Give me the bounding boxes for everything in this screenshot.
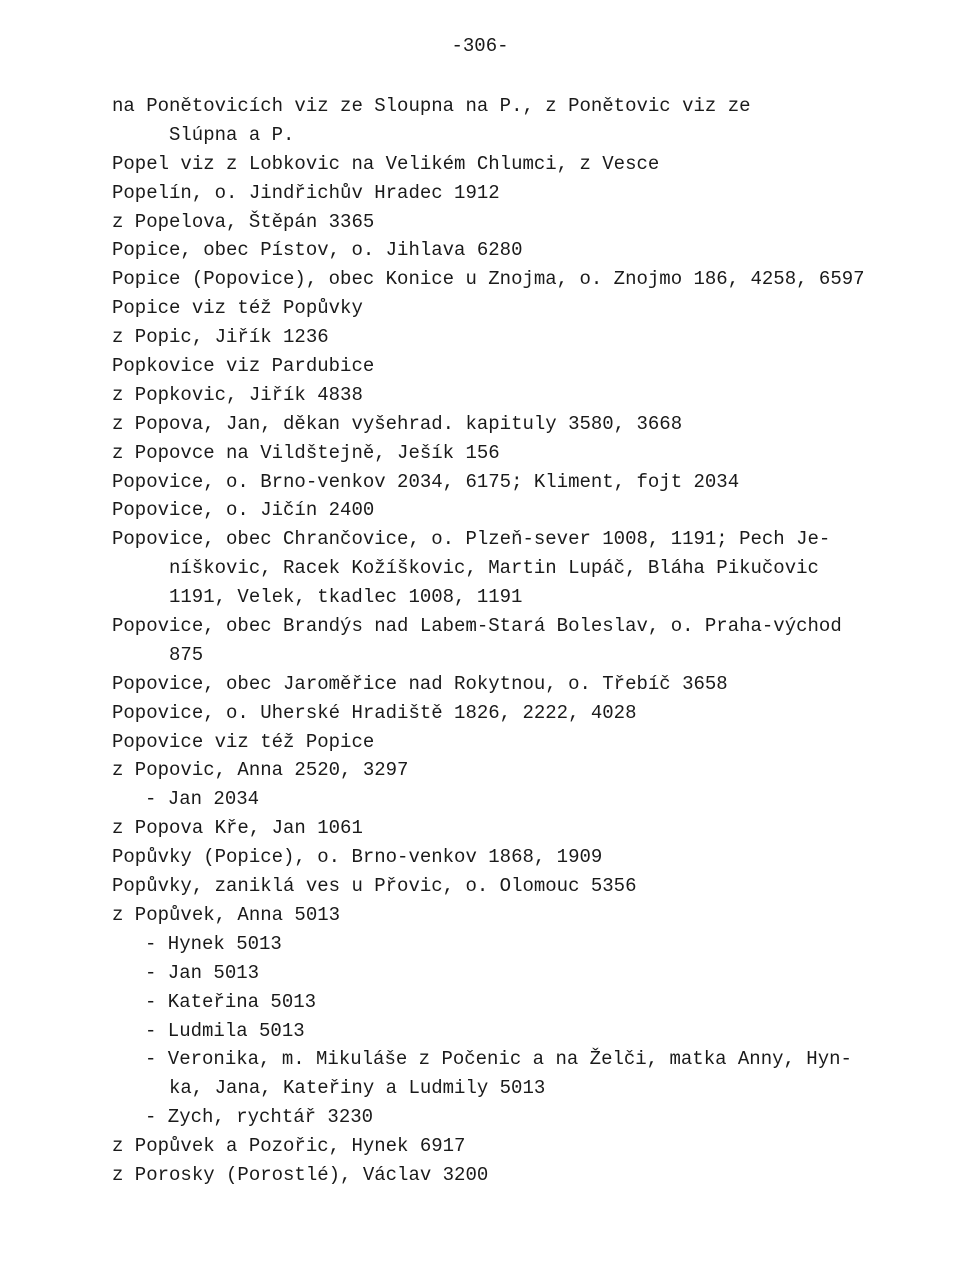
index-entry-continuation: Slúpna a P. [169, 123, 295, 146]
index-entry-continuation: - Jan 5013 [145, 961, 260, 984]
index-entry: Popůvky (Popice), o. Brno-venkov 1868, 1909 [112, 846, 603, 869]
index-entry: Popkovice viz Pardubice [112, 355, 375, 378]
index-entry: na Ponětovicích viz ze Sloupna na P., z Ponětovic viz ze [112, 95, 751, 117]
index-entry: z Popelova, Štěpán 3365 [112, 210, 375, 233]
index-entry: Popovice, o. Uherské Hradiště 1826, 2222, 4028 [112, 701, 637, 724]
index-entry-continuation: - Veronika, m. Mikuláše z Počenic a na Želči, matka Anny, Hyn- [145, 1048, 852, 1071]
index-entry: z Popova Kře, Jan 1061 [112, 817, 363, 840]
index-entry-continuation: níškovic, Racek Kožíškovic, Martin Lupáč, Bláha Pikučovic [169, 557, 819, 580]
page-number: -306- [451, 35, 509, 57]
index-entry: Popovice, obec Brandýs nad Labem-Stará Boleslav, o. Praha-východ [112, 615, 842, 638]
index-entry-continuation: ka, Jana, Kateřiny a Ludmily 5013 [169, 1077, 546, 1100]
index-entry: z Popůvek a Pozořic, Hynek 6917 [112, 1135, 466, 1158]
index-entry-continuation: - Zych, rychtář 3230 [145, 1106, 374, 1129]
index-entry: Popovice, obec Chrančovice, o. Plzeň-sever 1008, 1191; Pech Je- [112, 528, 831, 551]
index-entry: Popovice, obec Jaroměřice nad Rokytnou, o. Třebíč 3658 [112, 672, 728, 695]
index-entry: Popel viz z Lobkovic na Velikém Chlumci, z Vesce [112, 152, 660, 175]
index-entry: Popice (Popovice), obec Konice u Znojma, o. Znojmo 186, 4258, 6597 [112, 268, 865, 291]
index-entry: Popice, obec Pístov, o. Jihlava 6280 [112, 239, 523, 262]
index-entry-continuation: 875 [169, 643, 204, 666]
index-entry-continuation: - Ludmila 5013 [145, 1019, 305, 1042]
index-entry-continuation: - Kateřina 5013 [145, 990, 317, 1013]
index-entry: z Popkovic, Jiřík 4838 [112, 383, 363, 406]
index-entry: z Popic, Jiřík 1236 [112, 326, 329, 349]
index-entry-continuation: - Hynek 5013 [145, 932, 282, 955]
index-entry: Popovice, o. Brno-venkov 2034, 6175; Kliment, fojt 2034 [112, 470, 740, 493]
index-entry: z Popovce na Vildštejně, Ješík 156 [112, 441, 500, 464]
index-entry: z Porosky (Porostlé), Václav 3200 [112, 1163, 489, 1186]
index-entry-continuation: - Jan 2034 [145, 788, 260, 811]
index-entry: z Popova, Jan, děkan vyšehrad. kapituly 3580, 3668 [112, 412, 683, 435]
index-entry: Popůvky, zaniklá ves u Přovic, o. Olomouc 5356 [112, 875, 637, 898]
index-entry: z Popovic, Anna 2520, 3297 [112, 759, 409, 782]
index-entry: Popelín, o. Jindřichův Hradec 1912 [112, 181, 500, 204]
index-entry-continuation: 1191, Velek, tkadlec 1008, 1191 [169, 586, 523, 609]
index-entry: Popovice, o. Jičín 2400 [112, 499, 375, 522]
index-entry: Popovice viz též Popice [112, 730, 375, 753]
index-entries [112, 92, 902, 1190]
index-entry: Popice viz též Popůvky [112, 297, 363, 320]
index-entry: z Popůvek, Anna 5013 [112, 903, 341, 926]
